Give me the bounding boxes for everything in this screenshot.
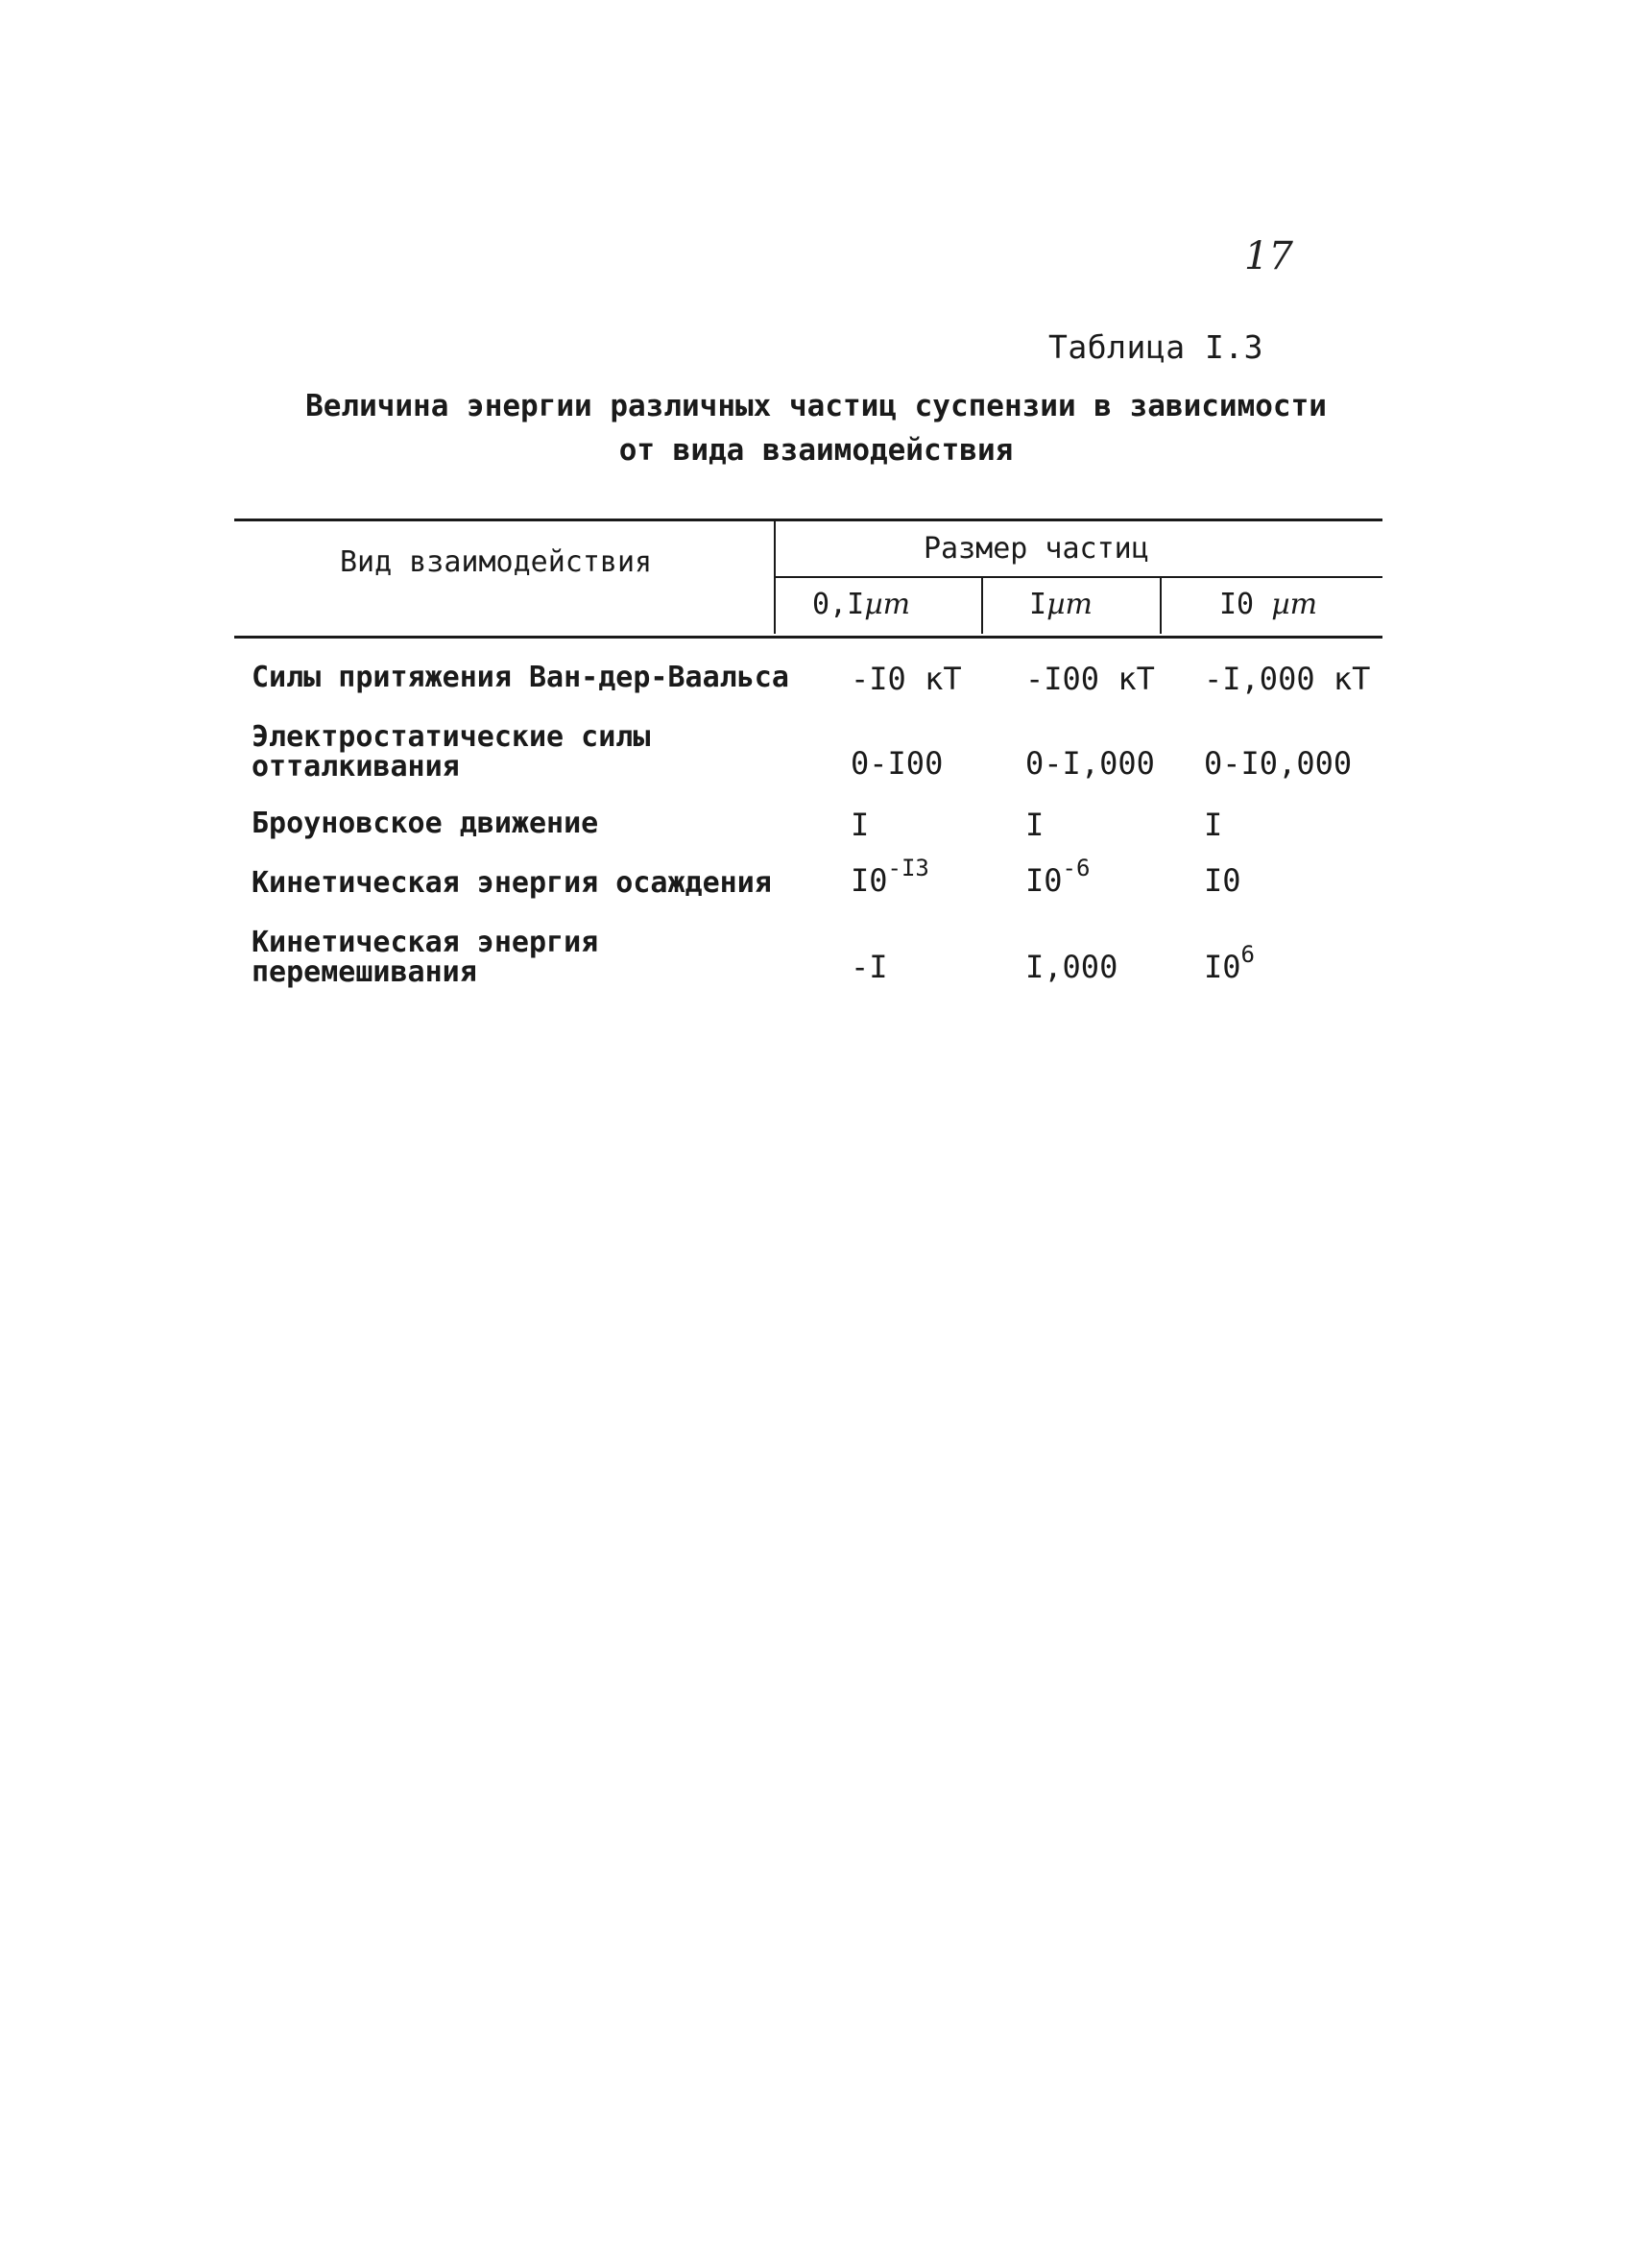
- cell-exponent: 6: [1240, 941, 1255, 968]
- size-group-rule: [776, 576, 1382, 578]
- header-size-1um: [1029, 588, 1093, 621]
- size-unit: µm: [864, 588, 911, 621]
- cell-base: I0: [851, 862, 888, 899]
- row-label-line: Броуновское движение: [252, 807, 599, 840]
- size-unit: µm: [1046, 588, 1093, 621]
- header-divider-2: [1160, 578, 1162, 634]
- row-label-line: Электростатические силы: [252, 720, 651, 754]
- size-value: 0,I: [812, 588, 865, 621]
- table-cell: [1025, 949, 1117, 985]
- header-size-0-1um: [812, 588, 910, 621]
- size-value: I: [1029, 588, 1047, 621]
- table-cell: I: [1204, 807, 1223, 843]
- table-cell: [1204, 862, 1241, 899]
- table-cell: I: [1025, 807, 1045, 843]
- table-caption: [288, 384, 1344, 472]
- table-cell: 0-I0,000: [1204, 745, 1353, 782]
- row-label-mixing: [252, 928, 598, 987]
- cell-base: I0: [1204, 949, 1241, 985]
- table-cell: -I,000 кТ: [1204, 661, 1371, 697]
- row-label-line: Кинетическая энергия: [252, 926, 599, 959]
- caption-line-2: от вида взаимодействия: [618, 433, 1014, 468]
- caption-line-1: Величина энергии различных частиц суспензии в зависимости: [305, 389, 1327, 423]
- cell-exponent: -6: [1062, 855, 1091, 881]
- cell-base: I0: [1204, 862, 1241, 899]
- table-cell: [851, 949, 888, 985]
- row-label-line: Силы притяжения Ван-дер-Ваальса: [252, 661, 789, 694]
- table-cell: 0-I,000: [1025, 745, 1155, 782]
- table-cell: [1204, 941, 1255, 985]
- header-divider-1: [981, 578, 983, 634]
- table-cell: [1025, 855, 1091, 899]
- table-header-rule: [234, 636, 1382, 639]
- cell-exponent: -I3: [887, 855, 929, 881]
- row-label-brownian: [252, 808, 598, 838]
- header-particle-size: Размер частиц: [924, 532, 1149, 566]
- table-label: Таблица I.3: [1048, 328, 1264, 366]
- page-number: 17: [1244, 234, 1293, 278]
- cell-base: I,000: [1025, 949, 1118, 985]
- cell-base: -I: [851, 949, 888, 985]
- row-label-van-der-waals: [252, 663, 789, 692]
- cell-base: I0: [1025, 862, 1063, 899]
- row-label-electrostatic: [252, 722, 650, 782]
- size-unit: µm: [1271, 588, 1318, 621]
- table-cell: -I00 кТ: [1025, 661, 1155, 697]
- row-label-line: перемешивания: [252, 955, 477, 989]
- table-cell: [851, 855, 929, 899]
- header-size-10um: [1219, 588, 1317, 621]
- row-label-sedimentation: [252, 868, 772, 898]
- size-value: I0: [1219, 588, 1255, 621]
- table-cell: -I0 кТ: [851, 661, 962, 697]
- row-label-line: отталкивания: [252, 750, 460, 784]
- header-interaction-type: Вид взаимодействия: [340, 545, 653, 579]
- table-cell: I: [851, 807, 870, 843]
- header-divider-main: [774, 520, 776, 634]
- table-top-rule: [234, 519, 1382, 521]
- row-label-line: Кинетическая энергия осаждения: [252, 866, 772, 900]
- table-cell: 0-I00: [851, 745, 944, 782]
